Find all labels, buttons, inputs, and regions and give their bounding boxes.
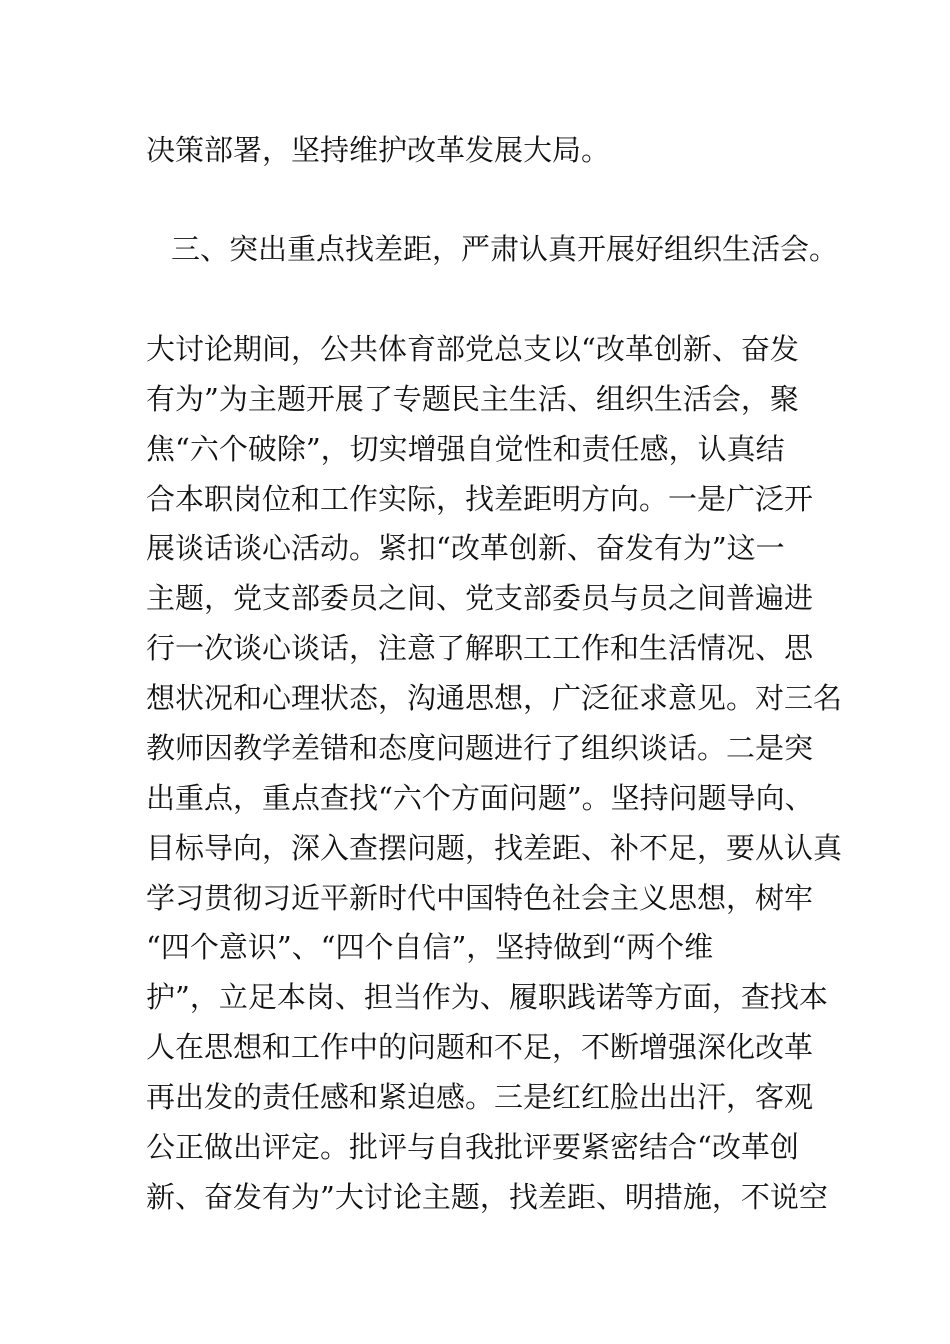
paragraph-line: 学习贯彻习近平新时代中国特色社会主义思想，树牢 (146, 881, 814, 915)
paragraph-line: 行一次谈心谈话，注意了解职工工作和生活情况、思 (146, 631, 814, 665)
paragraph-line: 大讨论期间，公共体育部党总支以“改革创新、奋发 (146, 332, 799, 366)
paragraph-line: 主题，党支部委员之间、党支部委员与员之间普遍进 (146, 581, 814, 615)
paragraph-line: 人在思想和工作中的问题和不足，不断增强深化改革 (146, 1030, 814, 1064)
paragraph-line: 新、奋发有为”大讨论主题，找差距、明措施，不说空 (146, 1180, 828, 1214)
paragraph-line: 出重点，重点查找“六个方面问题”。坚持问题导向、 (146, 781, 814, 815)
paragraph-line: 护”，立足本岗、担当作为、履职践诺等方面，查找本 (146, 980, 828, 1014)
paragraph-line: 再出发的责任感和紧迫感。三是红红脸出出汗，客观 (146, 1080, 814, 1114)
paragraph-line: 有为”为主题开展了专题民主生活、组织生活会，聚 (146, 382, 799, 416)
continuation-line: 决策部署，坚持维护改革发展大局。 (146, 133, 611, 167)
paragraph-line: 展谈话谈心活动。紧扣“改革创新、奋发有为”这一 (146, 531, 785, 565)
paragraph-line: 教师因教学差错和态度问题进行了组织谈话。二是突 (146, 731, 814, 765)
paragraph-line: 焦“六个破除”，切实增强自觉性和责任感，认真结 (146, 432, 785, 466)
paragraph-line: 目标导向，深入查摆问题，找差距、补不足，要从认真 (146, 831, 843, 865)
section-heading: 三、突出重点找差距，严肃认真开展好组织生活会。 (171, 232, 839, 266)
paragraph-line: 想状况和心理状态，沟通思想，广泛征求意见。对三名 (146, 681, 843, 715)
paragraph-line: “四个意识”、“四个自信”，坚持做到“两个维 (146, 930, 714, 964)
paragraph-line: 合本职岗位和工作实际，找差距明方向。一是广泛开 (146, 482, 814, 516)
paragraph-line: 公正做出评定。批评与自我批评要紧密结合“改革创 (146, 1130, 799, 1164)
